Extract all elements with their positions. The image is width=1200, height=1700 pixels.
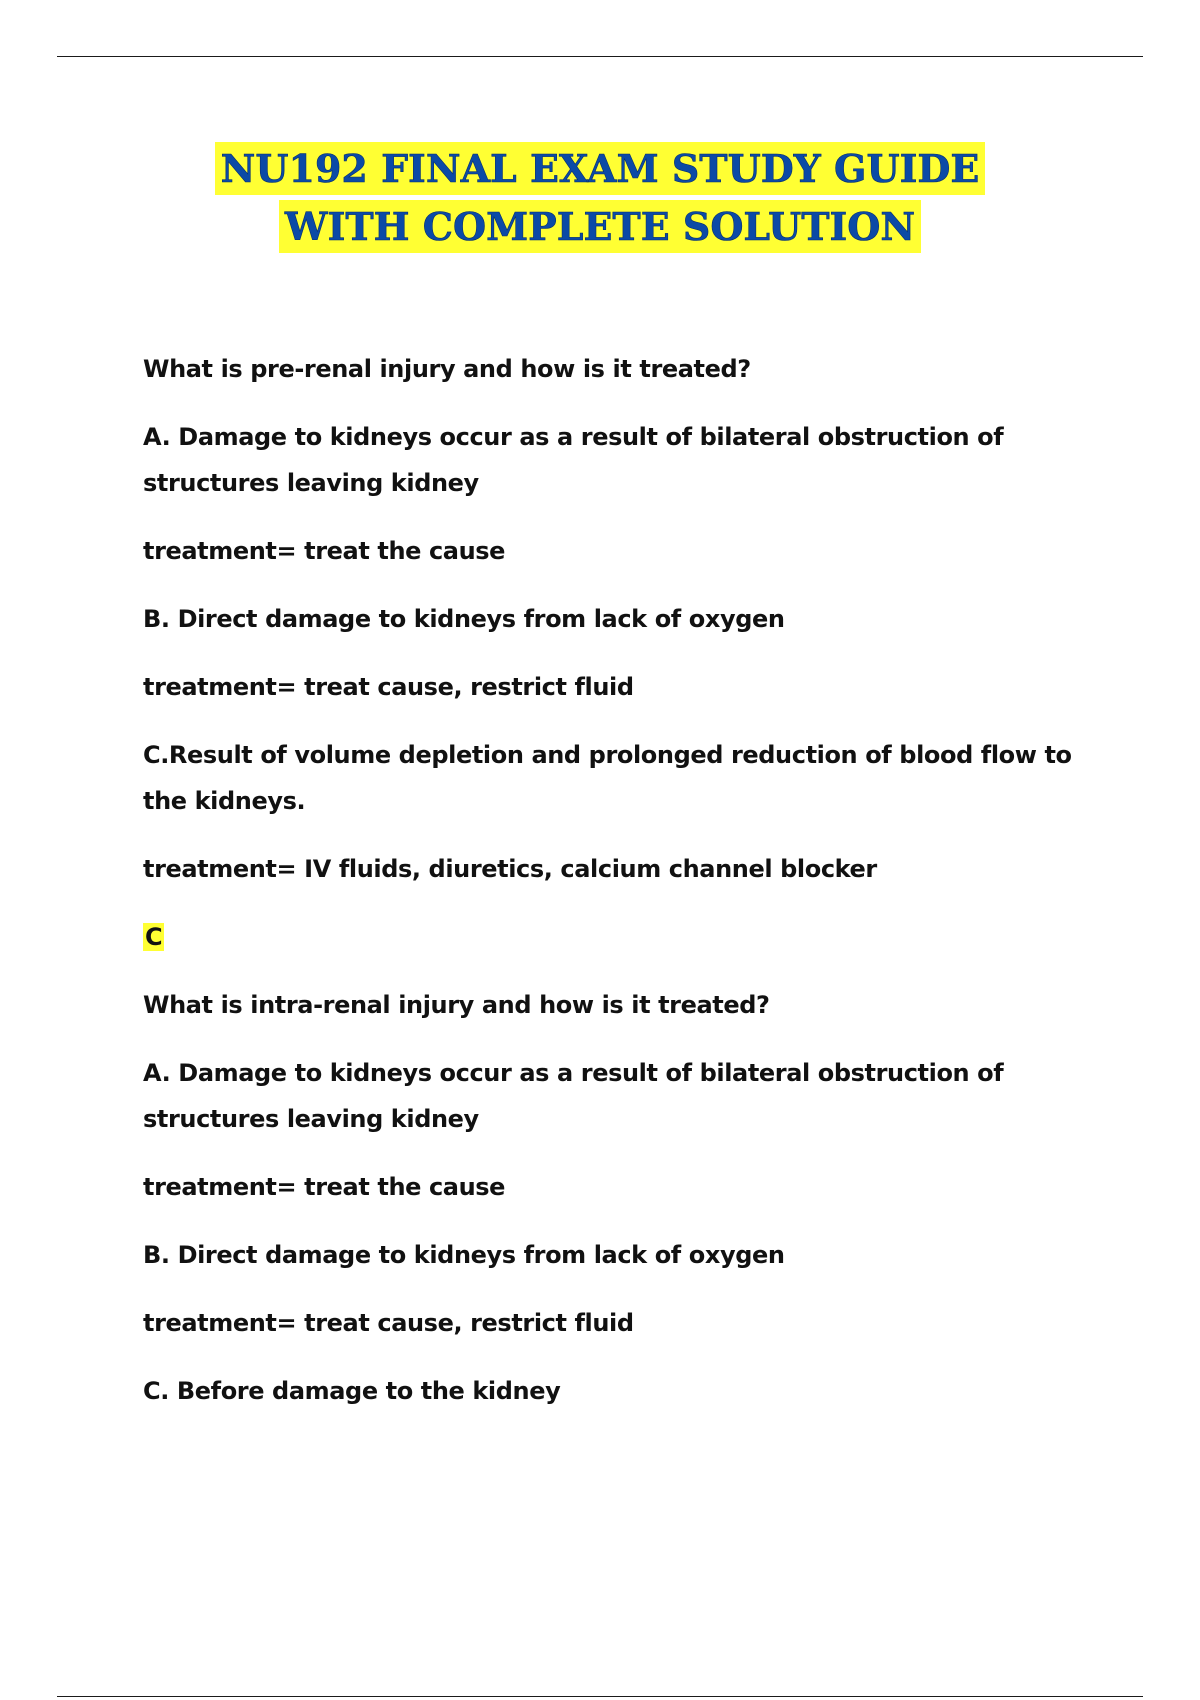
title-line-2: WITH COMPLETE SOLUTION bbox=[279, 200, 921, 253]
title-line-1: NU192 FINAL EXAM STUDY GUIDE bbox=[215, 142, 986, 195]
bottom-rule bbox=[57, 1696, 1143, 1697]
top-rule bbox=[57, 56, 1143, 57]
question-1-answer: C bbox=[145, 923, 163, 951]
question-1-option-a-treatment: treatment= treat the cause bbox=[143, 537, 506, 565]
document-title bbox=[0, 140, 1200, 256]
document-body bbox=[143, 346, 1083, 1436]
question-2-option-b: B. Direct damage to kidneys from lack of oxygen bbox=[143, 1241, 785, 1269]
question-1-option-c-treatment: treatment= IV fluids, diuretics, calcium channel blocker bbox=[143, 855, 877, 883]
question-1-option-c: C.Result of volume depletion and prolonged reduction of blood flow to the kidneys. bbox=[143, 741, 1072, 815]
question-2-option-a: A. Damage to kidneys occur as a result of bilateral obstruction of structures leaving kidney bbox=[143, 1059, 1004, 1133]
question-1-option-b-treatment: treatment= treat cause, restrict fluid bbox=[143, 673, 634, 701]
question-1-option-a: A. Damage to kidneys occur as a result of bilateral obstruction of structures leaving kidney bbox=[143, 423, 1004, 497]
question-2-text: What is intra-renal injury and how is it treated? bbox=[143, 991, 770, 1019]
question-1-answer-row bbox=[143, 914, 1083, 960]
question-2-option-a-treatment: treatment= treat the cause bbox=[143, 1173, 506, 1201]
question-2-option-c: C. Before damage to the kidney bbox=[143, 1377, 561, 1405]
question-1-text: What is pre-renal injury and how is it treated? bbox=[143, 355, 751, 383]
question-2-option-b-treatment: treatment= treat cause, restrict fluid bbox=[143, 1309, 634, 1337]
question-1-option-b: B. Direct damage to kidneys from lack of oxygen bbox=[143, 605, 785, 633]
